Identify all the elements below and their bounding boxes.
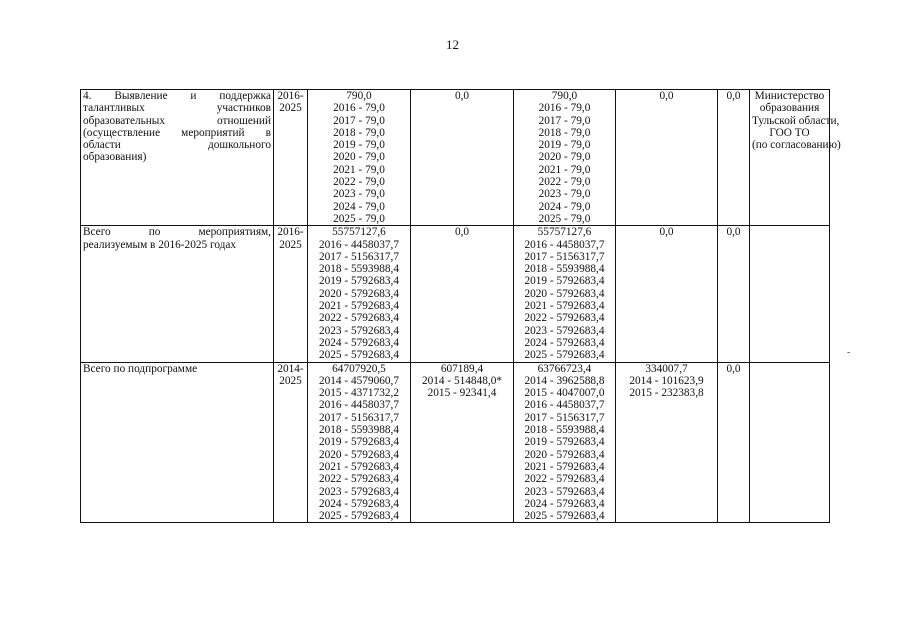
cell-value: 2024 - 5792683,4 (318, 497, 400, 510)
federal-funding-cell (411, 226, 514, 362)
cell-value: 2024 - 5792683,4 (524, 497, 605, 510)
table-row (81, 362, 830, 523)
cell-value: 2020 - 5792683,4 (524, 448, 605, 461)
cell-value: Министерство (754, 90, 825, 102)
cell-value: 2016 - 4458037,7 (318, 399, 400, 412)
responsible-cell (750, 90, 841, 226)
period-cell (274, 226, 308, 362)
municipal-funding-cell (616, 90, 718, 226)
cell-value: 2023 - 79,0 (538, 188, 591, 201)
cell-value: 2021 - 5792683,4 (524, 460, 605, 473)
period-cell (274, 90, 308, 226)
cell-value: 2022 - 5792683,4 (318, 312, 400, 325)
cell-value: 63766723,4 (537, 362, 592, 375)
cell-value: ГОО ТО (769, 126, 810, 139)
cell-value: 55757127,6 (332, 226, 386, 239)
regional-funding-cell (514, 226, 616, 362)
cell-value: 2019 - 5792683,4 (318, 275, 400, 288)
total-funding-cell (308, 362, 411, 523)
cell-value: 2016 - 79,0 (333, 102, 385, 115)
cell-value: 2016 - 4458037,7 (524, 238, 605, 251)
cell-value: 2022 - 5792683,4 (318, 473, 400, 486)
cell-value: 2019 - 5792683,4 (318, 436, 400, 449)
table-row (81, 90, 830, 226)
cell-value: 607189,4 (440, 362, 484, 375)
cell-value: 2021 - 5792683,4 (318, 300, 400, 313)
cell-value: 2020 - 79,0 (538, 151, 591, 164)
extrabudget-funding-cell (718, 90, 750, 226)
cell-value: 2025 - 79,0 (538, 212, 591, 225)
cell-value: 2023 - 5792683,4 (524, 324, 605, 337)
cell-value: 2014 - 4579060,7 (318, 374, 400, 387)
cell-value: 0,0 (659, 226, 674, 239)
cell-value: 2017 - 5156317,7 (524, 250, 605, 263)
cell-value: 334007,7 (645, 362, 688, 375)
cell-value: 2016- (277, 90, 304, 102)
cell-value: 790,0 (346, 90, 372, 102)
measure-name-line: образования) (83, 151, 147, 164)
measure-name-line: Всего по мероприятиям, (83, 226, 271, 239)
federal-funding-cell (411, 362, 514, 523)
cell-value: 2016 - 4458037,7 (318, 238, 400, 251)
cell-value: 2023 - 5792683,4 (318, 324, 400, 337)
cell-value: 2019 - 79,0 (333, 139, 385, 152)
cell-value: (по согласованию) (752, 139, 841, 152)
cell-value: 2020 - 5792683,4 (318, 448, 400, 461)
cell-value: 2025 (279, 102, 302, 115)
cell-value: 2017 - 79,0 (538, 114, 591, 127)
cell-value: 2019 - 5792683,4 (524, 275, 605, 288)
cell-value: 2015 - 4047007,0 (524, 387, 605, 400)
table-row (81, 226, 830, 362)
cell-value: Тульской области, (752, 114, 840, 127)
measure-name-line: области дошкольного (83, 139, 271, 152)
cell-value: 2018 - 79,0 (333, 126, 385, 139)
table-body (81, 90, 841, 523)
cell-value: 2025 - 5792683,4 (318, 510, 400, 523)
cell-value: 2014 - 3962588,8 (524, 374, 605, 387)
cell-value: 2016 - 79,0 (538, 102, 591, 115)
cell-value: 2015 - 4371732,2 (318, 387, 400, 400)
measure-name-cell (81, 90, 274, 226)
cell-value: 2015 - 92341,4 (427, 387, 497, 400)
period-cell (274, 362, 308, 523)
cell-value: образования (759, 102, 820, 115)
cell-value: 2025 - 5792683,4 (524, 510, 605, 523)
cell-value: 55757127,6 (537, 226, 592, 239)
margin-mark: - (847, 347, 851, 358)
cell-value: 0,0 (454, 226, 470, 239)
municipal-funding-cell (616, 226, 718, 362)
cell-value: 2017 - 5156317,7 (318, 411, 400, 424)
cell-value: 2016 - 4458037,7 (524, 399, 605, 412)
page-number: 12 (446, 37, 459, 52)
cell-value: 2020 - 5792683,4 (318, 287, 400, 300)
cell-value: 2025 (279, 238, 302, 251)
cell-value: 0,0 (726, 362, 741, 375)
measure-name-line: 4. Выявление и поддержка (83, 90, 271, 102)
cell-value: 0,0 (454, 90, 470, 102)
cell-value: 2022 - 79,0 (333, 176, 385, 189)
cell-value: 2021 - 79,0 (538, 163, 591, 176)
cell-value: 2018 - 79,0 (538, 126, 591, 139)
cell-value: 0,0 (659, 90, 674, 102)
total-funding-cell (308, 226, 411, 362)
cell-value: 2014- (277, 362, 304, 375)
cell-value: 2020 - 5792683,4 (524, 287, 605, 300)
cell-value: 2022 - 5792683,4 (524, 312, 605, 325)
cell-value: 2025 - 5792683,4 (524, 349, 605, 362)
federal-funding-cell (411, 90, 514, 226)
cell-value: 64707920,5 (332, 362, 386, 375)
measure-name-line: Всего по подпрограмме (83, 362, 198, 375)
cell-value: 2019 - 5792683,4 (524, 436, 605, 449)
measure-name-line: образовательных отношений (83, 114, 271, 127)
cell-value: 2024 - 79,0 (538, 200, 591, 213)
cell-value: 2022 - 79,0 (538, 176, 591, 189)
cell-value: 2021 - 5792683,4 (524, 300, 605, 313)
measure-name-cell (81, 226, 274, 362)
cell-value: 2020 - 79,0 (333, 151, 385, 164)
cell-value: 2015 - 232383,8 (629, 387, 704, 400)
cell-value: 2025 - 79,0 (333, 212, 385, 225)
cell-value: 2017 - 5156317,7 (524, 411, 605, 424)
measure-name-line: (осуществление мероприятий в (83, 126, 271, 139)
cell-value: 2019 - 79,0 (538, 139, 591, 152)
measure-name-line: талантливых участников (83, 102, 271, 115)
cell-value: 2021 - 79,0 (333, 163, 385, 176)
cell-value: 2018 - 5593988,4 (524, 263, 605, 276)
regional-funding-cell (514, 90, 616, 226)
cell-value: 2017 - 79,0 (333, 114, 385, 127)
cell-value: 2018 - 5593988,4 (318, 424, 400, 437)
cell-value: 2018 - 5593988,4 (524, 424, 605, 437)
cell-value: 2025 - 5792683,4 (318, 349, 400, 362)
cell-value: 790,0 (551, 90, 578, 102)
cell-value: 2023 - 5792683,4 (524, 485, 605, 498)
cell-value: 2017 - 5156317,7 (318, 250, 400, 263)
measure-name-line: реализуемым в 2016-2025 годах (83, 238, 237, 251)
cell-value: 2018 - 5593988,4 (318, 263, 400, 276)
cell-value: 2016- (277, 226, 304, 239)
cell-value: 2024 - 79,0 (333, 200, 385, 213)
cell-value: 2024 - 5792683,4 (524, 336, 605, 349)
extrabudget-funding-cell (718, 226, 750, 362)
extrabudget-funding-cell (718, 362, 750, 523)
cell-value: 2024 - 5792683,4 (318, 336, 400, 349)
cell-value: 0,0 (726, 226, 741, 239)
measure-name-cell (81, 362, 274, 523)
responsible-cell (750, 362, 830, 523)
cell-value: 2023 - 5792683,4 (318, 485, 400, 498)
cell-value: 2014 - 514848,0* (421, 374, 503, 387)
total-funding-cell (308, 90, 411, 226)
cell-value: 2022 - 5792683,4 (524, 473, 605, 486)
subprogram-funding-table (80, 89, 841, 523)
cell-value: 2025 (279, 374, 302, 387)
municipal-funding-cell (616, 362, 718, 523)
regional-funding-cell (514, 362, 616, 523)
cell-value: 0,0 (726, 90, 741, 102)
cell-value: 2021 - 5792683,4 (318, 460, 400, 473)
cell-value: 2023 - 79,0 (333, 188, 385, 201)
cell-value: 2014 - 101623,9 (629, 374, 704, 387)
responsible-cell (750, 226, 830, 362)
